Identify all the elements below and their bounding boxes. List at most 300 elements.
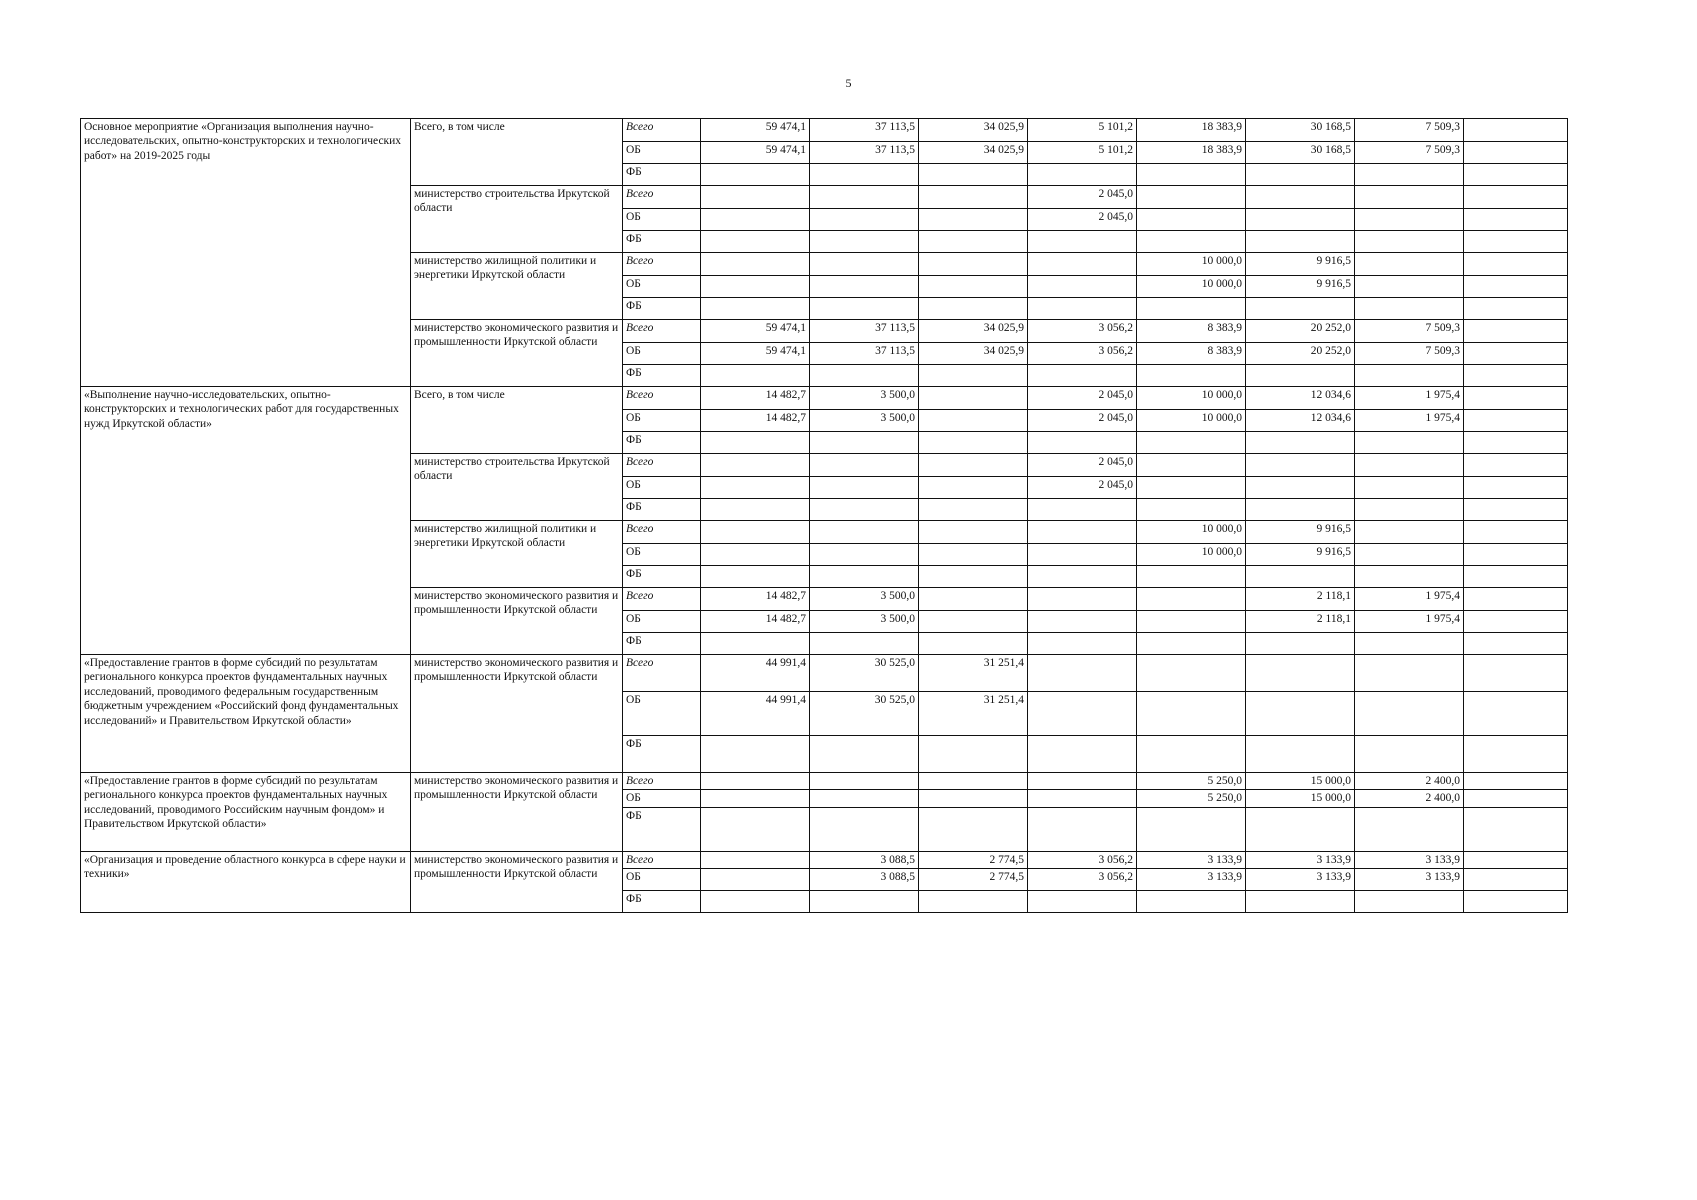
funding-source-cell: Всего — [623, 588, 701, 611]
amount-cell — [1246, 633, 1355, 655]
amount-cell — [919, 891, 1028, 913]
amount-cell — [701, 454, 810, 477]
funding-source-cell: ФБ — [623, 499, 701, 521]
amount-cell — [1355, 477, 1464, 499]
amount-cell: 2 118,1 — [1246, 588, 1355, 611]
funding-source-cell: ОБ — [623, 410, 701, 432]
funding-source-cell: ФБ — [623, 891, 701, 913]
amount-cell — [919, 186, 1028, 209]
amount-cell — [1246, 186, 1355, 209]
amount-cell — [919, 544, 1028, 566]
amount-cell — [1028, 544, 1137, 566]
amount-cell — [1028, 276, 1137, 298]
amount-cell — [1464, 164, 1568, 186]
funding-source-cell: ОБ — [623, 544, 701, 566]
amount-cell: 10 000,0 — [1137, 253, 1246, 276]
amount-cell — [919, 477, 1028, 499]
amount-cell — [810, 231, 919, 253]
amount-cell: 37 113,5 — [810, 142, 919, 164]
table-row — [81, 387, 1568, 410]
amount-cell — [701, 253, 810, 276]
amount-cell: 3 133,9 — [1137, 851, 1246, 868]
executor-cell: министерство строительства Иркутской области — [411, 186, 623, 253]
amount-cell — [919, 365, 1028, 387]
amount-cell: 9 916,5 — [1246, 253, 1355, 276]
amount-cell: 9 916,5 — [1246, 544, 1355, 566]
amount-cell — [1028, 588, 1137, 611]
amount-cell: 34 025,9 — [919, 119, 1028, 142]
amount-cell — [810, 253, 919, 276]
amount-cell: 3 056,2 — [1028, 851, 1137, 868]
executor-cell: Всего, в том числе — [411, 387, 623, 454]
amount-cell: 14 482,7 — [701, 588, 810, 611]
amount-cell — [1137, 566, 1246, 588]
amount-cell — [1028, 253, 1137, 276]
amount-cell — [1464, 611, 1568, 633]
budget-table-body — [81, 119, 1568, 913]
amount-cell — [919, 807, 1028, 851]
amount-cell: 31 251,4 — [919, 692, 1028, 736]
amount-cell — [919, 410, 1028, 432]
funding-source-cell: ОБ — [623, 611, 701, 633]
amount-cell — [1137, 807, 1246, 851]
amount-cell: 9 916,5 — [1246, 521, 1355, 544]
amount-cell: 3 133,9 — [1355, 851, 1464, 868]
activity-name-cell: «Предоставление грантов в форме субсидий по результатам регионального конкурса проектов фундаментальных научных исследований, проводимого Российским научным фондом» и Правительством Иркутской области» — [81, 773, 411, 852]
amount-cell — [1355, 521, 1464, 544]
amount-cell — [1464, 186, 1568, 209]
funding-source-cell: ФБ — [623, 432, 701, 454]
table-row — [81, 655, 1568, 692]
amount-cell — [701, 633, 810, 655]
amount-cell — [1464, 276, 1568, 298]
amount-cell — [919, 231, 1028, 253]
funding-source-cell: ОБ — [623, 869, 701, 891]
amount-cell — [810, 807, 919, 851]
amount-cell: 34 025,9 — [919, 343, 1028, 365]
amount-cell — [1355, 276, 1464, 298]
amount-cell — [701, 891, 810, 913]
amount-cell: 2 774,5 — [919, 851, 1028, 868]
amount-cell — [701, 566, 810, 588]
amount-cell: 14 482,7 — [701, 387, 810, 410]
amount-cell — [1028, 807, 1137, 851]
amount-cell — [1464, 807, 1568, 851]
amount-cell: 12 034,6 — [1246, 410, 1355, 432]
amount-cell — [1137, 164, 1246, 186]
funding-source-cell: ОБ — [623, 343, 701, 365]
amount-cell — [919, 588, 1028, 611]
amount-cell — [1355, 736, 1464, 773]
executor-cell: Всего, в том числе — [411, 119, 623, 186]
amount-cell — [701, 276, 810, 298]
amount-cell — [701, 209, 810, 231]
amount-cell — [1464, 790, 1568, 807]
amount-cell: 18 383,9 — [1137, 119, 1246, 142]
amount-cell — [1464, 588, 1568, 611]
amount-cell: 1 975,4 — [1355, 387, 1464, 410]
amount-cell — [1137, 454, 1246, 477]
amount-cell — [1246, 477, 1355, 499]
amount-cell — [810, 164, 919, 186]
amount-cell — [1464, 655, 1568, 692]
activity-name-cell: «Организация и проведение областного конкурса в сфере науки и техники» — [81, 851, 411, 912]
amount-cell: 10 000,0 — [1137, 387, 1246, 410]
amount-cell — [1246, 454, 1355, 477]
amount-cell — [1246, 807, 1355, 851]
amount-cell — [1464, 869, 1568, 891]
amount-cell — [1246, 365, 1355, 387]
amount-cell: 2 118,1 — [1246, 611, 1355, 633]
amount-cell — [1028, 566, 1137, 588]
amount-cell — [1464, 891, 1568, 913]
amount-cell — [810, 891, 919, 913]
amount-cell — [810, 477, 919, 499]
amount-cell — [1028, 521, 1137, 544]
amount-cell — [1028, 164, 1137, 186]
amount-cell — [1137, 186, 1246, 209]
amount-cell — [701, 186, 810, 209]
amount-cell: 2 400,0 — [1355, 773, 1464, 790]
amount-cell: 10 000,0 — [1137, 544, 1246, 566]
amount-cell — [1464, 544, 1568, 566]
amount-cell: 7 509,3 — [1355, 320, 1464, 343]
amount-cell — [1246, 655, 1355, 692]
amount-cell — [1137, 891, 1246, 913]
amount-cell — [1355, 566, 1464, 588]
amount-cell — [810, 633, 919, 655]
amount-cell — [1464, 633, 1568, 655]
amount-cell: 3 500,0 — [810, 410, 919, 432]
funding-source-cell: ОБ — [623, 692, 701, 736]
amount-cell — [701, 499, 810, 521]
amount-cell — [701, 544, 810, 566]
amount-cell — [1355, 655, 1464, 692]
amount-cell — [1137, 432, 1246, 454]
amount-cell — [1028, 736, 1137, 773]
amount-cell — [810, 186, 919, 209]
amount-cell: 20 252,0 — [1246, 343, 1355, 365]
executor-cell: министерство жилищной политики и энергетики Иркутской области — [411, 521, 623, 588]
amount-cell — [701, 298, 810, 320]
funding-source-cell: Всего — [623, 253, 701, 276]
amount-cell — [1137, 736, 1246, 773]
funding-source-cell: ОБ — [623, 142, 701, 164]
funding-source-cell: Всего — [623, 320, 701, 343]
amount-cell — [701, 773, 810, 790]
funding-source-cell: ФБ — [623, 807, 701, 851]
activity-name-cell: Основное мероприятие «Организация выполнения научно-исследовательских, опытно-конструкторских и технологических работ» на 2019-2025 годы — [81, 119, 411, 387]
amount-cell — [1355, 454, 1464, 477]
amount-cell — [1464, 253, 1568, 276]
funding-source-cell: ОБ — [623, 209, 701, 231]
amount-cell — [810, 566, 919, 588]
amount-cell — [919, 736, 1028, 773]
amount-cell: 31 251,4 — [919, 655, 1028, 692]
amount-cell — [1464, 298, 1568, 320]
amount-cell: 3 500,0 — [810, 588, 919, 611]
table-row — [81, 851, 1568, 868]
amount-cell — [1246, 692, 1355, 736]
amount-cell: 2 045,0 — [1028, 186, 1137, 209]
amount-cell — [1246, 736, 1355, 773]
amount-cell — [919, 164, 1028, 186]
amount-cell — [1137, 611, 1246, 633]
amount-cell — [810, 521, 919, 544]
amount-cell: 3 133,9 — [1246, 869, 1355, 891]
amount-cell — [701, 432, 810, 454]
amount-cell: 5 101,2 — [1028, 142, 1137, 164]
executor-cell: министерство экономического развития и промышленности Иркутской области — [411, 773, 623, 852]
amount-cell — [701, 869, 810, 891]
amount-cell: 44 991,4 — [701, 655, 810, 692]
amount-cell: 2 045,0 — [1028, 454, 1137, 477]
amount-cell: 3 056,2 — [1028, 869, 1137, 891]
amount-cell — [701, 231, 810, 253]
funding-source-cell: Всего — [623, 655, 701, 692]
amount-cell — [1028, 790, 1137, 807]
funding-source-cell: ФБ — [623, 365, 701, 387]
amount-cell — [1464, 343, 1568, 365]
funding-source-cell: ОБ — [623, 276, 701, 298]
amount-cell: 7 509,3 — [1355, 119, 1464, 142]
amount-cell — [1464, 209, 1568, 231]
amount-cell — [1137, 477, 1246, 499]
amount-cell — [1355, 499, 1464, 521]
amount-cell — [810, 499, 919, 521]
amount-cell — [919, 521, 1028, 544]
amount-cell — [810, 454, 919, 477]
funding-source-cell: ФБ — [623, 298, 701, 320]
executor-cell: министерство экономического развития и промышленности Иркутской области — [411, 588, 623, 655]
amount-cell — [919, 454, 1028, 477]
amount-cell — [701, 164, 810, 186]
amount-cell: 2 400,0 — [1355, 790, 1464, 807]
amount-cell — [919, 298, 1028, 320]
amount-cell — [810, 544, 919, 566]
page-number: 5 — [845, 76, 852, 90]
amount-cell: 30 525,0 — [810, 655, 919, 692]
amount-cell — [810, 209, 919, 231]
budget-table — [80, 118, 1568, 913]
funding-source-cell: ОБ — [623, 790, 701, 807]
amount-cell — [1028, 773, 1137, 790]
amount-cell: 10 000,0 — [1137, 521, 1246, 544]
amount-cell: 5 250,0 — [1137, 773, 1246, 790]
executor-cell: министерство экономического развития и промышленности Иркутской области — [411, 320, 623, 387]
amount-cell — [1355, 633, 1464, 655]
amount-cell: 59 474,1 — [701, 343, 810, 365]
amount-cell: 3 133,9 — [1137, 869, 1246, 891]
funding-source-cell: Всего — [623, 186, 701, 209]
amount-cell — [1028, 499, 1137, 521]
amount-cell — [1028, 891, 1137, 913]
amount-cell — [1028, 692, 1137, 736]
amount-cell — [1464, 566, 1568, 588]
amount-cell — [1464, 320, 1568, 343]
amount-cell: 1 975,4 — [1355, 410, 1464, 432]
amount-cell: 1 975,4 — [1355, 588, 1464, 611]
amount-cell — [1355, 164, 1464, 186]
amount-cell: 10 000,0 — [1137, 410, 1246, 432]
amount-cell — [1246, 499, 1355, 521]
amount-cell — [810, 773, 919, 790]
amount-cell — [1028, 633, 1137, 655]
amount-cell — [1246, 231, 1355, 253]
funding-source-cell: ОБ — [623, 477, 701, 499]
amount-cell: 37 113,5 — [810, 119, 919, 142]
amount-cell: 30 525,0 — [810, 692, 919, 736]
amount-cell: 3 056,2 — [1028, 320, 1137, 343]
amount-cell — [1246, 209, 1355, 231]
amount-cell: 5 250,0 — [1137, 790, 1246, 807]
amount-cell — [1246, 566, 1355, 588]
amount-cell: 3 133,9 — [1355, 869, 1464, 891]
amount-cell — [1464, 477, 1568, 499]
amount-cell — [1464, 773, 1568, 790]
amount-cell — [701, 477, 810, 499]
amount-cell — [919, 790, 1028, 807]
amount-cell: 2 045,0 — [1028, 209, 1137, 231]
amount-cell — [810, 276, 919, 298]
amount-cell: 59 474,1 — [701, 320, 810, 343]
amount-cell — [1028, 655, 1137, 692]
amount-cell: 18 383,9 — [1137, 142, 1246, 164]
amount-cell: 15 000,0 — [1246, 773, 1355, 790]
amount-cell — [1355, 432, 1464, 454]
amount-cell — [810, 432, 919, 454]
amount-cell: 9 916,5 — [1246, 276, 1355, 298]
amount-cell: 59 474,1 — [701, 142, 810, 164]
amount-cell — [919, 387, 1028, 410]
amount-cell — [701, 807, 810, 851]
amount-cell — [1246, 298, 1355, 320]
amount-cell: 2 045,0 — [1028, 387, 1137, 410]
amount-cell: 3 500,0 — [810, 387, 919, 410]
amount-cell — [1464, 454, 1568, 477]
amount-cell: 8 383,9 — [1137, 320, 1246, 343]
executor-cell: министерство экономического развития и промышленности Иркутской области — [411, 655, 623, 773]
funding-source-cell: Всего — [623, 119, 701, 142]
amount-cell — [919, 276, 1028, 298]
amount-cell — [1464, 142, 1568, 164]
amount-cell — [701, 736, 810, 773]
amount-cell — [1464, 365, 1568, 387]
amount-cell — [810, 298, 919, 320]
amount-cell: 7 509,3 — [1355, 343, 1464, 365]
amount-cell — [919, 611, 1028, 633]
amount-cell — [1137, 365, 1246, 387]
amount-cell: 34 025,9 — [919, 320, 1028, 343]
amount-cell — [1355, 253, 1464, 276]
funding-source-cell: ФБ — [623, 736, 701, 773]
amount-cell — [1028, 298, 1137, 320]
amount-cell — [1028, 611, 1137, 633]
executor-cell: министерство экономического развития и промышленности Иркутской области — [411, 851, 623, 912]
amount-cell — [1464, 499, 1568, 521]
amount-cell: 12 034,6 — [1246, 387, 1355, 410]
activity-name-cell: «Выполнение научно-исследовательских, опытно-конструкторских и технологических работ для государственных нужд Иркутской области» — [81, 387, 411, 655]
amount-cell: 1 975,4 — [1355, 611, 1464, 633]
amount-cell: 30 168,5 — [1246, 119, 1355, 142]
amount-cell: 5 101,2 — [1028, 119, 1137, 142]
amount-cell — [1355, 807, 1464, 851]
amount-cell — [810, 736, 919, 773]
funding-source-cell: Всего — [623, 521, 701, 544]
funding-source-cell: ФБ — [623, 566, 701, 588]
amount-cell — [1355, 231, 1464, 253]
amount-cell: 30 168,5 — [1246, 142, 1355, 164]
amount-cell — [1464, 692, 1568, 736]
amount-cell — [919, 773, 1028, 790]
amount-cell — [1355, 298, 1464, 320]
amount-cell — [1355, 186, 1464, 209]
amount-cell — [1464, 521, 1568, 544]
amount-cell: 59 474,1 — [701, 119, 810, 142]
table-row — [81, 119, 1568, 142]
amount-cell — [701, 365, 810, 387]
funding-source-cell: Всего — [623, 773, 701, 790]
amount-cell — [919, 499, 1028, 521]
amount-cell — [1137, 588, 1246, 611]
amount-cell — [919, 566, 1028, 588]
funding-source-cell: Всего — [623, 454, 701, 477]
table-row — [81, 773, 1568, 790]
amount-cell — [1028, 365, 1137, 387]
funding-source-cell: ФБ — [623, 164, 701, 186]
amount-cell — [919, 432, 1028, 454]
amount-cell — [1137, 633, 1246, 655]
amount-cell — [810, 365, 919, 387]
amount-cell: 7 509,3 — [1355, 142, 1464, 164]
executor-cell: министерство строительства Иркутской области — [411, 454, 623, 521]
amount-cell: 14 482,7 — [701, 611, 810, 633]
amount-cell — [1464, 432, 1568, 454]
amount-cell — [1464, 851, 1568, 868]
amount-cell: 2 774,5 — [919, 869, 1028, 891]
funding-source-cell: ФБ — [623, 633, 701, 655]
amount-cell — [1464, 736, 1568, 773]
amount-cell — [1137, 298, 1246, 320]
amount-cell: 2 045,0 — [1028, 410, 1137, 432]
amount-cell: 3 056,2 — [1028, 343, 1137, 365]
amount-cell — [1246, 432, 1355, 454]
funding-source-cell: Всего — [623, 851, 701, 868]
amount-cell: 10 000,0 — [1137, 276, 1246, 298]
amount-cell: 44 991,4 — [701, 692, 810, 736]
amount-cell: 37 113,5 — [810, 343, 919, 365]
amount-cell — [919, 633, 1028, 655]
amount-cell — [1355, 891, 1464, 913]
amount-cell — [1246, 164, 1355, 186]
amount-cell: 3 088,5 — [810, 869, 919, 891]
funding-source-cell: Всего — [623, 387, 701, 410]
amount-cell — [701, 521, 810, 544]
amount-cell: 37 113,5 — [810, 320, 919, 343]
funding-source-cell: ФБ — [623, 231, 701, 253]
amount-cell — [1464, 119, 1568, 142]
amount-cell — [1464, 231, 1568, 253]
activity-name-cell: «Предоставление грантов в форме субсидий по результатам регионального конкурса проектов фундаментальных научных исследований, проводимого федеральным государственным бюджетным учреждением «Российский фонд фундаментальных исследований» и Правительством Иркутской области» — [81, 655, 411, 773]
amount-cell — [1464, 387, 1568, 410]
amount-cell: 8 383,9 — [1137, 343, 1246, 365]
executor-cell: министерство жилищной политики и энергетики Иркутской области — [411, 253, 623, 320]
amount-cell — [1137, 231, 1246, 253]
amount-cell — [1355, 544, 1464, 566]
amount-cell: 3 133,9 — [1246, 851, 1355, 868]
amount-cell: 14 482,7 — [701, 410, 810, 432]
amount-cell — [810, 790, 919, 807]
